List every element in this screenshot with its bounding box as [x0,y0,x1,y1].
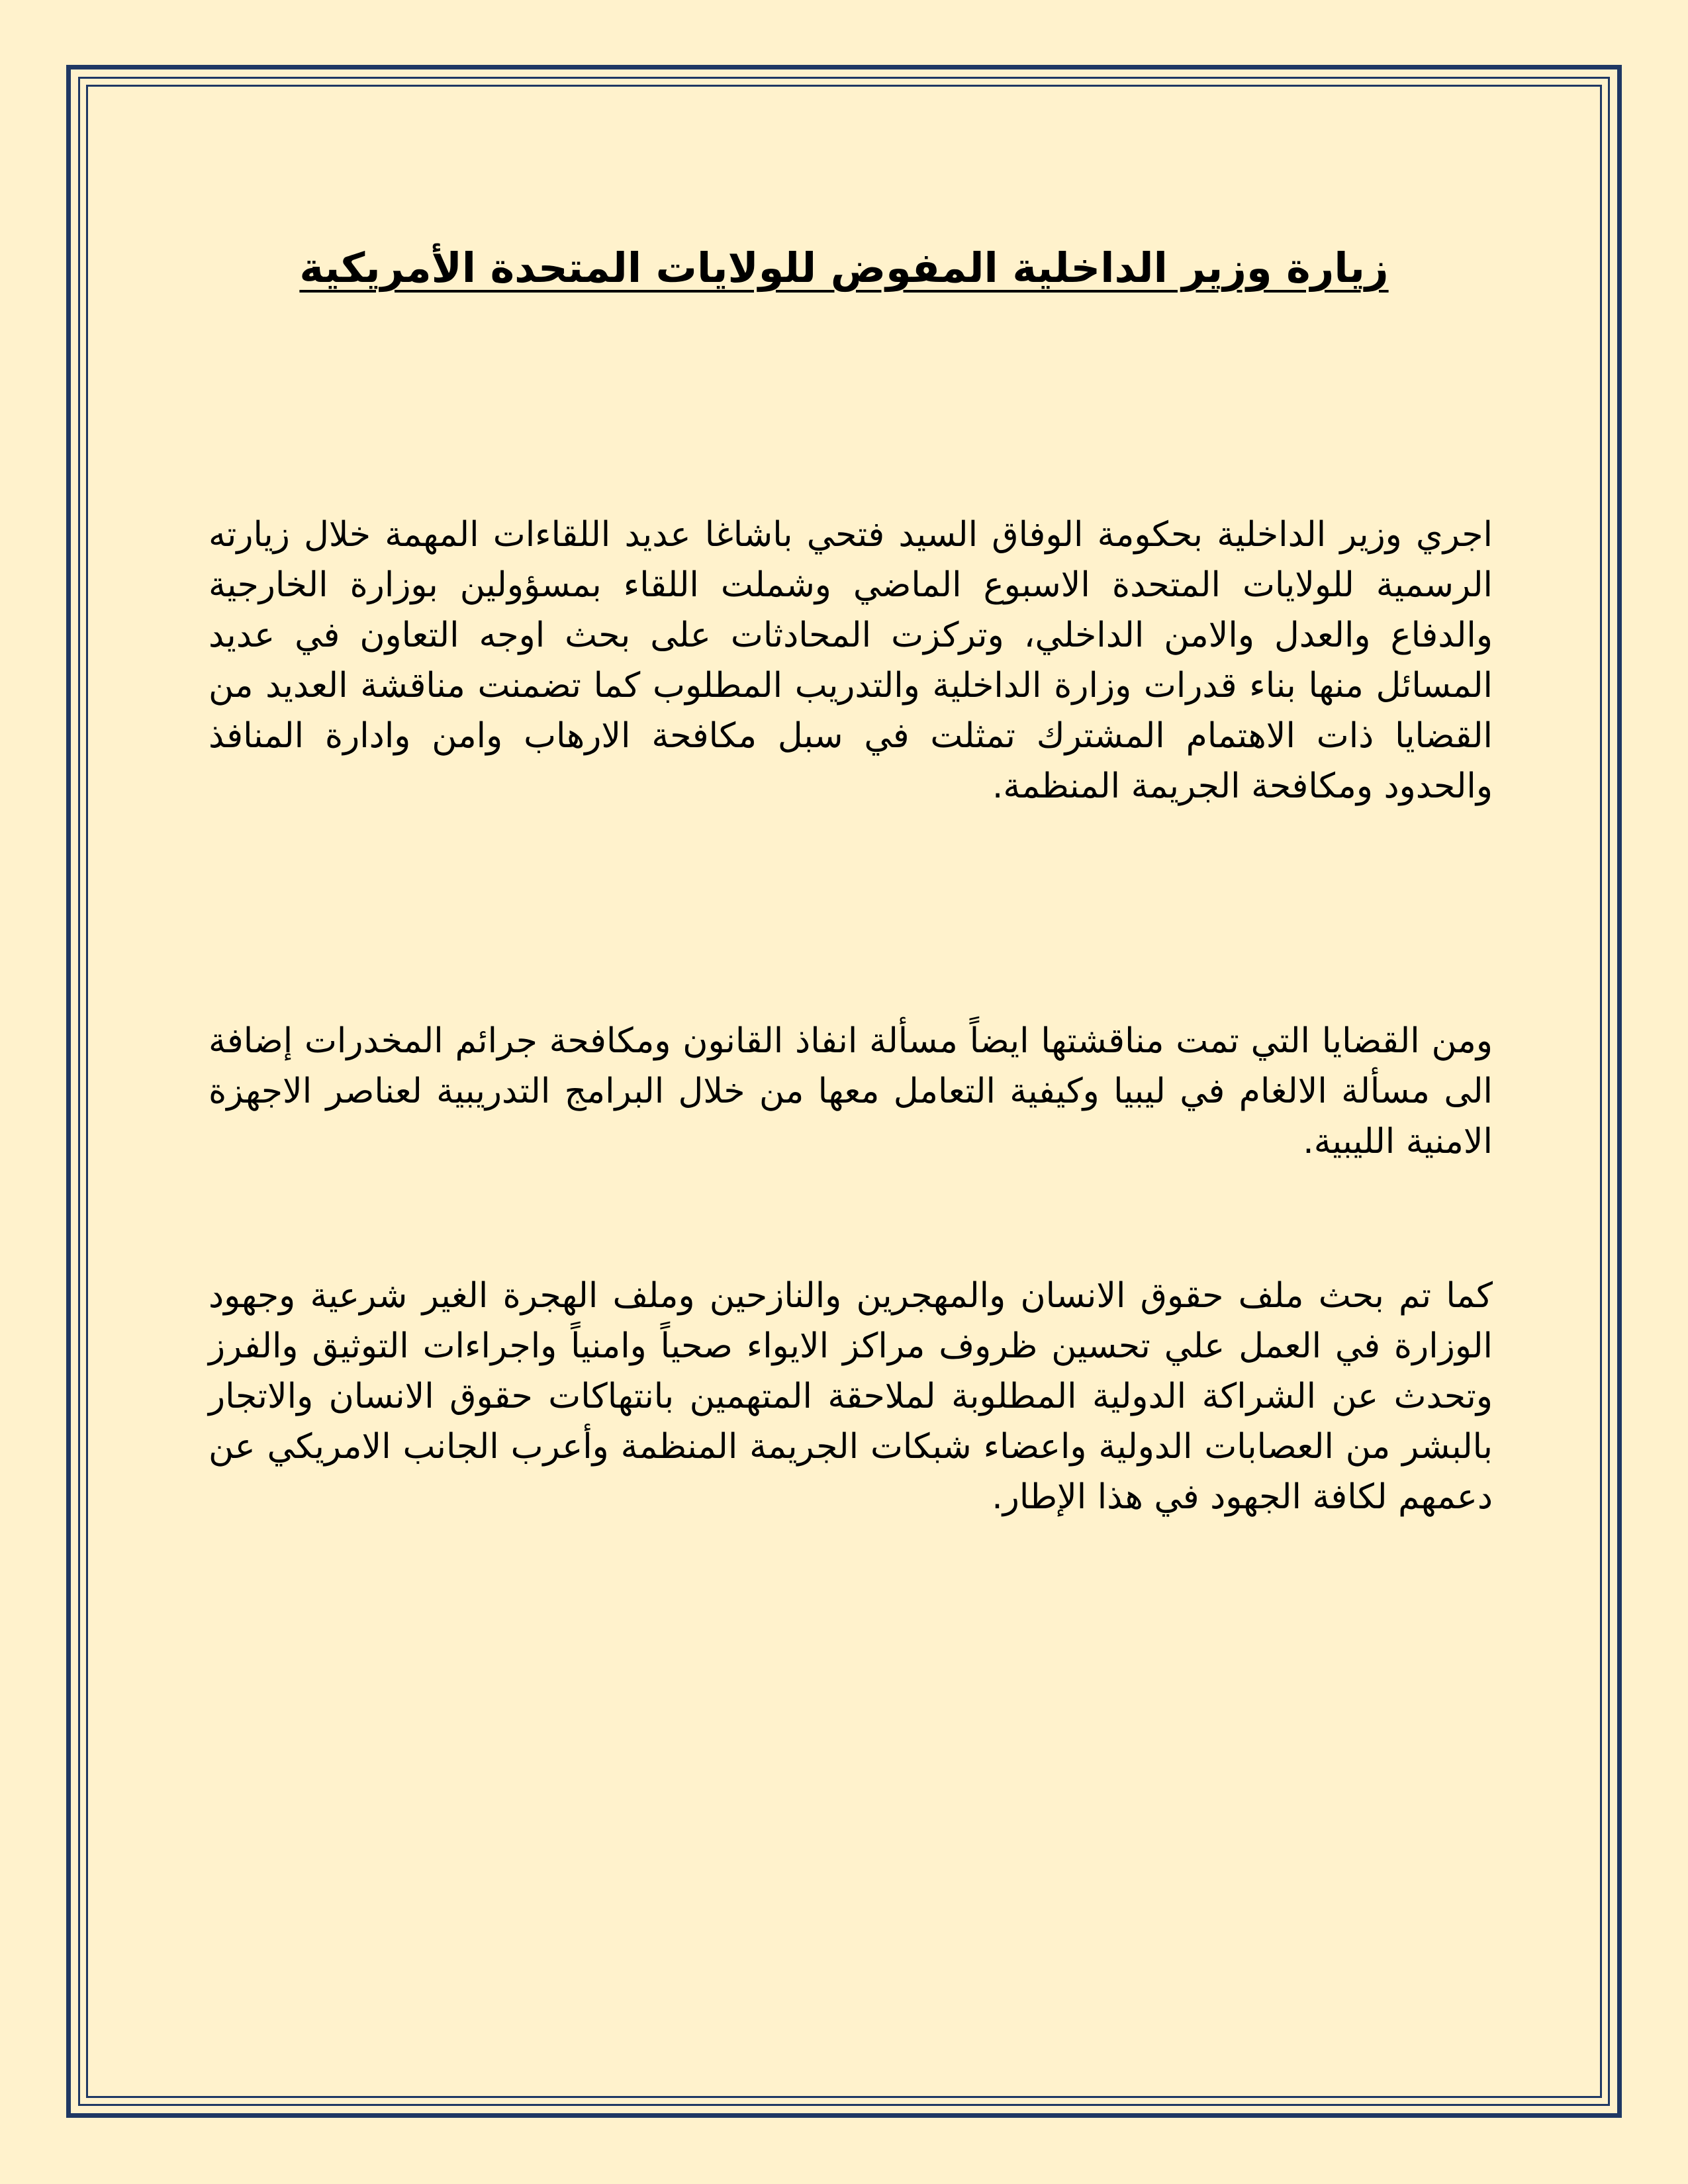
paragraph-2: ومن القضايا التي تمت مناقشتها ايضاً مسألة انفاذ القانون ومكافحة جرائم المخدرات إضافة الى مسألة الالغام في ليبيا وكيفية التعامل معها من خلال البرامج التدريبية لعناصر الاجهزة الامنية الليبية. [209,1021,1493,1161]
paragraph-3: كما تم بحث ملف حقوق الانسان والمهجرين والنازحين وملف الهجرة الغير شرعية وجهود الوزارة في العمل علي تحسين ظروف مراكز الايواء صحياً وامنياً واجراءات التوثيق والفرز وتحدث عن الشراكة الدولية المطلوبة لملاحقة المتهمين بانتهاكات حقوق الانسان والاتجار بالبشر من العصابات الدولية واعضاء شبكات الجريمة المنظمة وأعرب الجانب الامريكي عن دعمهم لكافة الجهود في هذا الإطار. [209,1276,1493,1517]
paragraph-1: اجري وزير الداخلية بحكومة الوفاق السيد فتحي باشاغا عديد اللقاءات المهمة خلال زيارته الرسمية للولايات المتحدة الاسبوع الماضي وشملت اللقاء بمسؤولين بوزارة الخارجية والدفاع والعدل والامن الداخلي، وتركزت المحادثات على بحث اوجه التعاون في عديد المسائل منها بناء قدرات وزارة الداخلية والتدريب المطلوب كما تضمنت مناقشة العديد من القضايا ذات الاهتمام المشترك تمثلت في سبل مكافحة الارهاب وامن وادارة المنافذ والحدود ومكافحة الجريمة المنظمة. [209,515,1493,806]
document-title [199,238,1489,298]
document-title-text: زيارة وزير الداخلية المفوض للولايات المتحدة الأمريكية [299,244,1389,292]
